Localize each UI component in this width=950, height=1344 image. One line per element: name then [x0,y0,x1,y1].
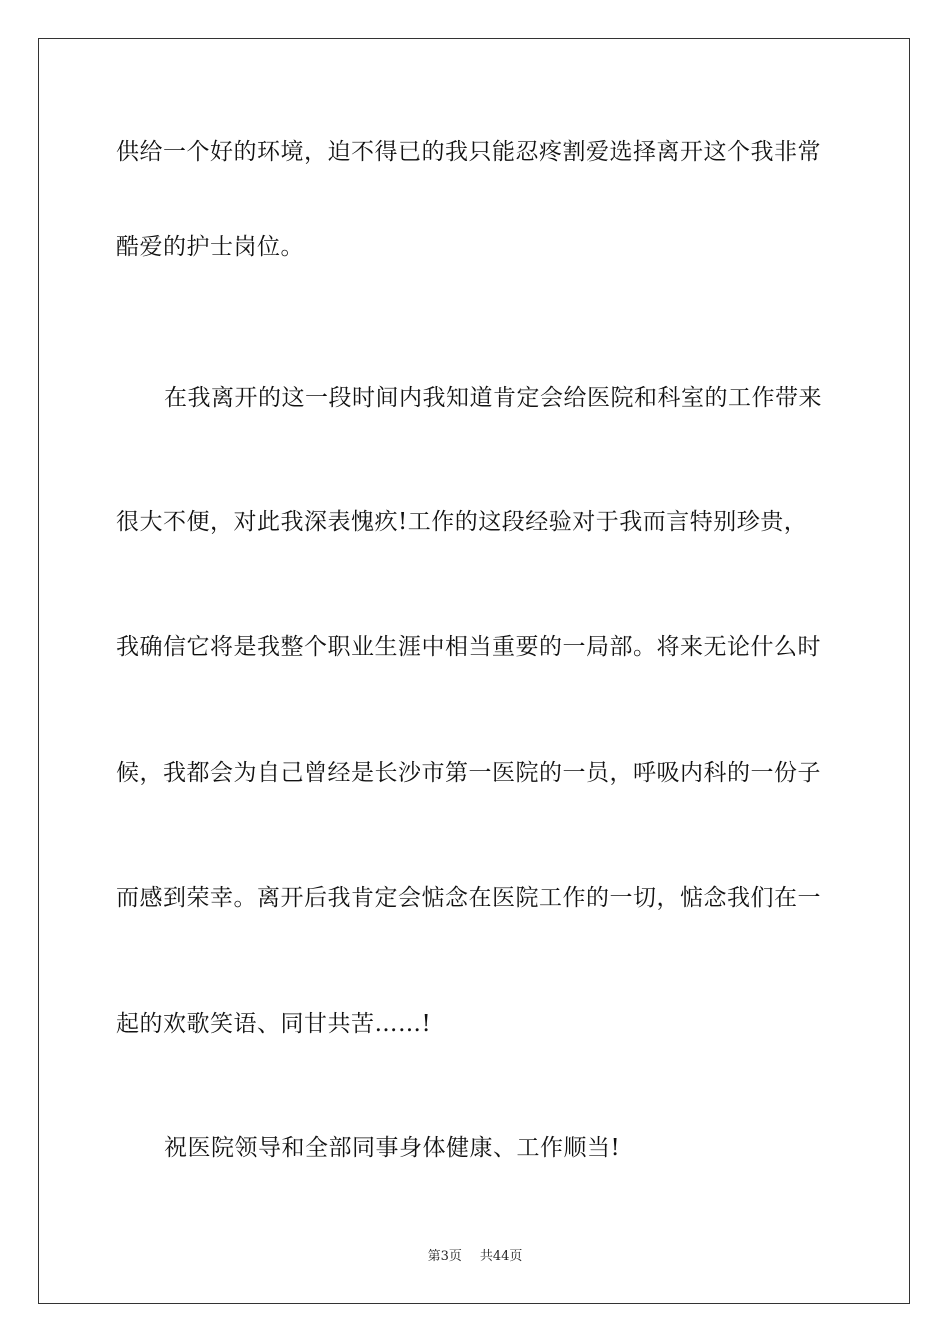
page-number: 第3页 [427,1249,462,1264]
text-line-4: 很大不便，对此我深表愧疚!工作的这段经验对于我而言特别珍贵， [116,509,808,535]
page-footer [0,1248,950,1266]
text-line-5: 我确信它将是我整个职业生涯中相当重要的一局部。将来无论什么时 [116,634,821,660]
text-line-2: 酷爱的护士岗位。 [116,234,304,260]
text-line-9: 祝医院领导和全部同事身体健康、工作顺当! [164,1135,621,1161]
text-line-6: 候，我都会为自己曾经是长沙市第一医院的一员，呼吸内科的一份子 [116,760,821,786]
page-frame [38,38,910,1304]
text-line-8: 起的欢歌笑语、同甘共苦……! [116,1011,432,1037]
page-total: 共44页 [479,1249,523,1264]
text-line-7: 而感到荣幸。离开后我肯定会惦念在医院工作的一切，惦念我们在一 [116,885,821,911]
text-line-3: 在我离开的这一段时间内我知道肯定会给医院和科室的工作带来 [164,385,822,411]
text-line-1: 供给一个好的环境，迫不得已的我只能忍疼割爱选择离开这个我非常 [116,139,821,165]
